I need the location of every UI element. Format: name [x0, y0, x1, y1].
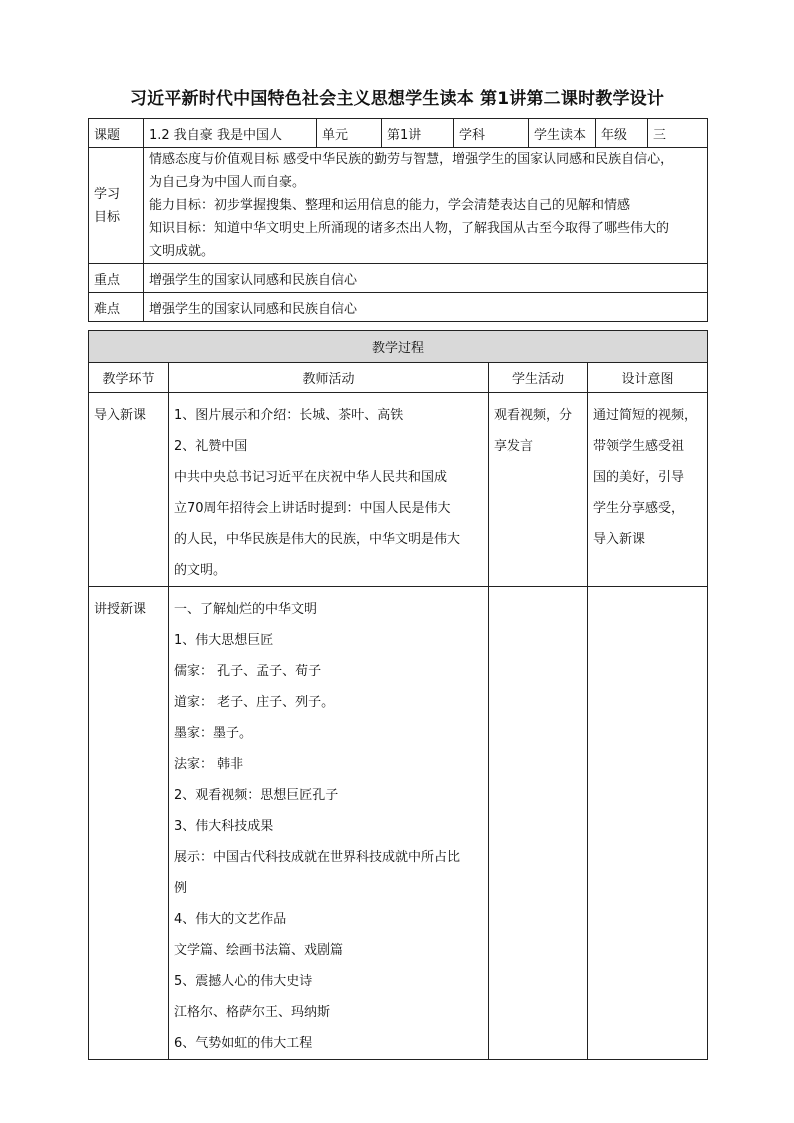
topic-row	[89, 119, 708, 148]
teacher-activity-cell: 1、图片展示和介绍：长城、茶叶、高铁 2、礼赞中国 中共中央总书记习近平在庆祝中华人民共和国成 立70周年招待会上讲话时提到：中国人民是伟大 的人民，中华民族是伟大的民族，中华文明是伟大 的文明。	[169, 393, 489, 587]
column-header-teacher: 教师活动	[169, 363, 489, 393]
design-intent-cell	[588, 587, 708, 1060]
student-activity-cell: 观看视频，分 享发言	[489, 393, 588, 587]
grade-label: 年级	[596, 119, 648, 148]
key-point-label: 重点	[89, 264, 144, 293]
difficulty-row	[89, 293, 708, 322]
table-row	[89, 587, 708, 1060]
key-point-value: 增强学生的国家认同感和民族自信心	[144, 264, 708, 293]
teacher-activity-cell: 一、了解灿烂的中华文明 1、伟大思想巨匠 儒家： 孔子、孟子、荀子 道家： 老子、庄子、列子。 墨家：墨子。 法家： 韩非 2、观看视频：思想巨匠孔子 3、伟大科技成果 展示：中国古代科技成就在世界科技成就中所占比 例 4、伟大的文艺作品 文学篇、绘画书法篇、戏剧篇 5、震撼人心的伟大史诗 江格尔、格萨尔王、玛纳斯 6、气势如虹的伟大工程	[169, 587, 489, 1060]
column-header-stage: 教学环节	[89, 363, 169, 393]
process-header: 教学过程	[89, 331, 708, 363]
objective-line: 为自己身为中国人而自豪。	[149, 175, 306, 190]
objective-line: 情感态度与价值观目标 感受中华民族的勤劳与智慧，增强学生的国家认同感和民族自信心，	[149, 152, 674, 167]
objectives-content	[144, 148, 708, 264]
difficulty-label: 难点	[89, 293, 144, 322]
subject-label: 学科	[454, 119, 529, 148]
info-table	[88, 118, 708, 322]
table-row	[89, 393, 708, 587]
topic-label: 课题	[89, 119, 144, 148]
column-header-student: 学生活动	[489, 363, 588, 393]
unit-label: 单元	[317, 119, 382, 148]
difficulty-value: 增强学生的国家认同感和民族自信心	[144, 293, 708, 322]
column-header-row	[89, 363, 708, 393]
process-table	[88, 330, 708, 1060]
stage-cell: 导入新课	[89, 393, 169, 587]
objectives-row	[89, 148, 708, 264]
key-point-row	[89, 264, 708, 293]
design-intent-cell: 通过简短的视频， 带领学生感受祖 国的美好，引导 学生分享感受， 导入新课	[588, 393, 708, 587]
unit-value: 第1讲	[382, 119, 454, 148]
objective-line: 知识目标：知道中华文明史上所涌现的诸多杰出人物，了解我国从古至今取得了哪些伟大的	[149, 221, 670, 236]
student-activity-cell	[489, 587, 588, 1060]
stage-cell: 讲授新课	[89, 587, 169, 1060]
process-header-row	[89, 331, 708, 363]
subject-value: 学生读本	[529, 119, 596, 148]
grade-value: 三	[648, 119, 708, 148]
topic-value: 1.2 我自豪 我是中国人	[144, 119, 317, 148]
objective-line: 能力目标：初步掌握搜集、整理和运用信息的能力，学会清楚表达自己的见解和情感	[149, 198, 631, 213]
objectives-label: 学习 目标	[89, 148, 144, 264]
objective-line: 文明成就。	[149, 244, 215, 259]
page-title: 习近平新时代中国特色社会主义思想学生读本 第1讲第二课时教学设计	[129, 89, 665, 109]
column-header-intent: 设计意图	[588, 363, 708, 393]
